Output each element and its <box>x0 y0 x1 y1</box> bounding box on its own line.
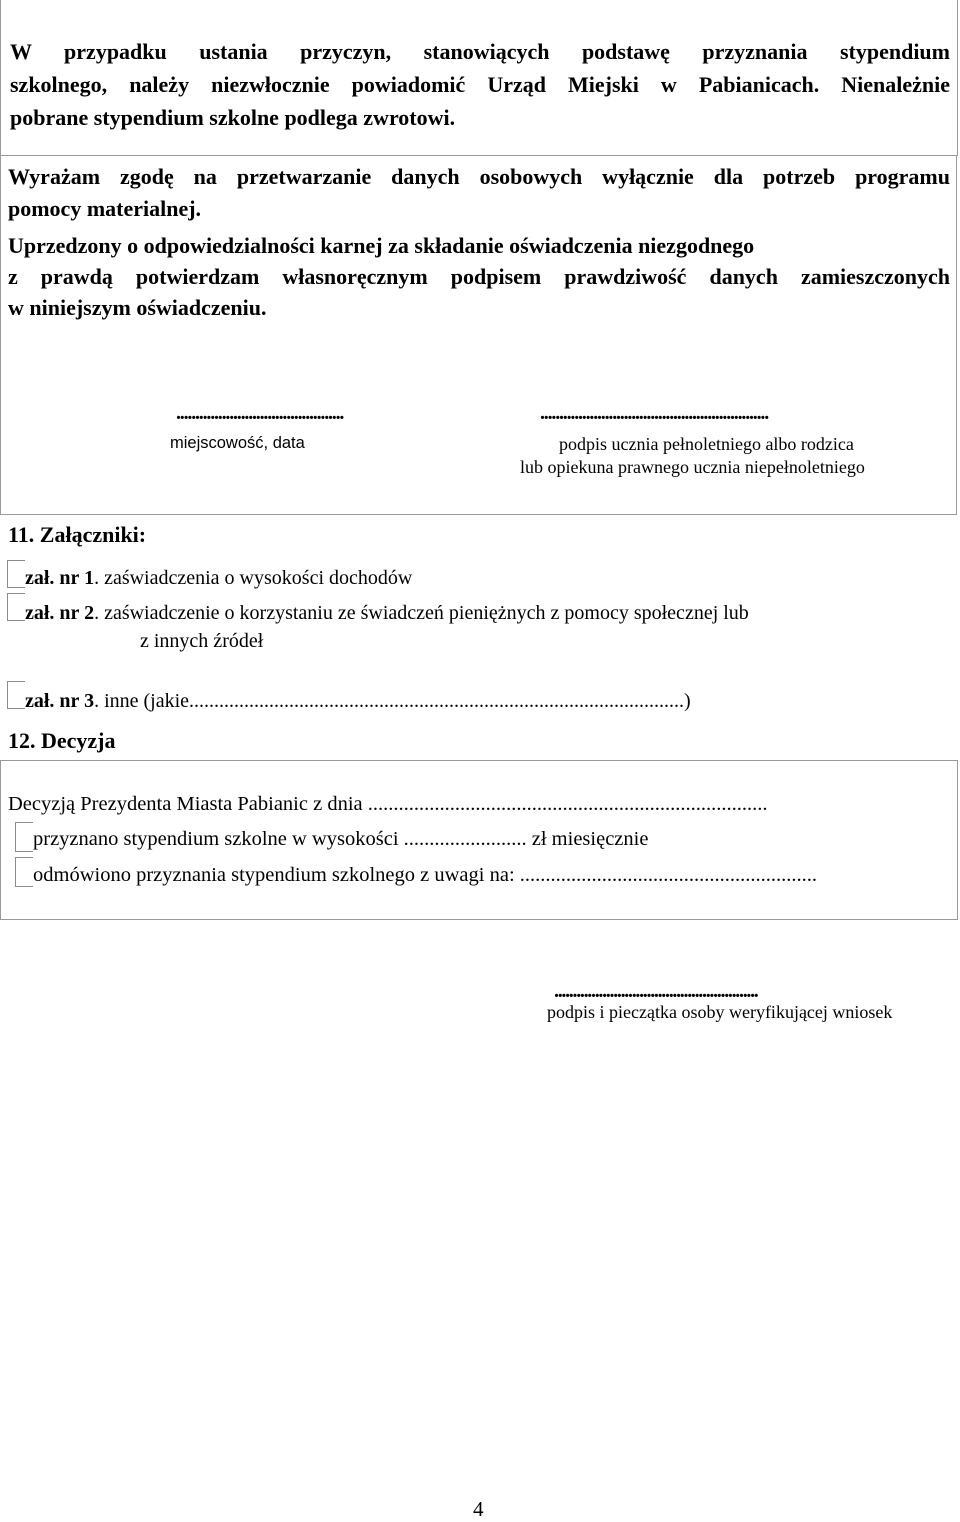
attachment-1 <box>25 567 412 590</box>
place-date-dots: ............................................ <box>176 402 344 424</box>
attachment-1-text: . zaświadczenia o wysokości dochodów <box>94 567 413 589</box>
attachment-2-text-cont: z innych źródeł <box>140 630 264 652</box>
decision-granted-text: przyznano stypendium szkolne w wysokości ........................ zł miesięcznie <box>33 828 649 850</box>
page-number: 4 <box>473 1497 484 1521</box>
decision-intro: Decyzją Prezydenta Miasta Pabianic z dnia .............................................................................. <box>8 793 768 815</box>
signer-dots: ............................................................ <box>540 402 769 424</box>
decision-heading: 12. Decyzja <box>8 728 116 753</box>
decision-refused-checkbox[interactable] <box>15 857 33 887</box>
decision-granted-checkbox[interactable] <box>15 822 33 852</box>
attachment-2-number: zał. nr 2 <box>25 602 95 624</box>
attachment-3-text: . inne (jakie...................................................................................................) <box>94 690 691 712</box>
notice-line-3: pobrane stypendium szkolne podlega zwrotowi. <box>10 105 456 130</box>
attachment-3-checkbox[interactable] <box>7 681 25 709</box>
attachment-2-text: . zaświadczenie o korzystaniu ze świadczeń pieniężnych z pomocy społecznej lub <box>94 602 749 624</box>
declaration-paragraph <box>8 230 950 323</box>
declaration-line-3: w niniejszym oświadczeniu. <box>8 295 267 320</box>
decision-refused-text: odmówiono przyznania stypendium szkolnego z uwagi na: .......................................................... <box>33 864 818 886</box>
signer-label-1: podpis ucznia pełnoletniego albo rodzica <box>559 434 854 454</box>
notice-line-1: W przypadku ustania przyczyn, stanowiących podstawę przyznania stypendium <box>10 39 950 64</box>
attachment-3 <box>25 690 691 713</box>
attachment-2-checkbox[interactable] <box>7 593 25 621</box>
attachment-1-checkbox[interactable] <box>7 560 25 588</box>
place-date-label: miejscowość, data <box>170 434 305 452</box>
attachment-3-number: zał. nr 3 <box>25 690 95 712</box>
consent-paragraph <box>8 161 950 225</box>
signer-label-2: lub opiekuna prawnego ucznia niepełnoletniego <box>520 457 865 477</box>
consent-line-2: pomocy materialnej. <box>8 196 202 221</box>
consent-line-1: Wyrażam zgodę na przetwarzanie danych osobowych wyłącznie dla potrzeb programu <box>8 164 950 189</box>
verifier-dots: ....................................................... <box>554 980 758 1002</box>
attachment-2 <box>25 602 749 625</box>
notice-paragraph <box>10 35 950 134</box>
declaration-line-1: Uprzedzony o odpowiedzialności karnej za składanie oświadczenia niezgodnego <box>8 233 755 258</box>
attachments-heading: 11. Załączniki: <box>8 522 147 547</box>
notice-line-2: szkolnego, należy niezwłocznie powiadomić Urząd Miejski w Pabianicach. Nienależnie <box>10 72 950 97</box>
declaration-line-2: z prawdą potwierdzam własnoręcznym podpisem prawdziwość danych zamieszczonych <box>8 264 950 289</box>
attachment-1-number: zał. nr 1 <box>25 567 95 589</box>
verifier-label: podpis i pieczątka osoby weryfikującej wniosek <box>547 1002 893 1022</box>
